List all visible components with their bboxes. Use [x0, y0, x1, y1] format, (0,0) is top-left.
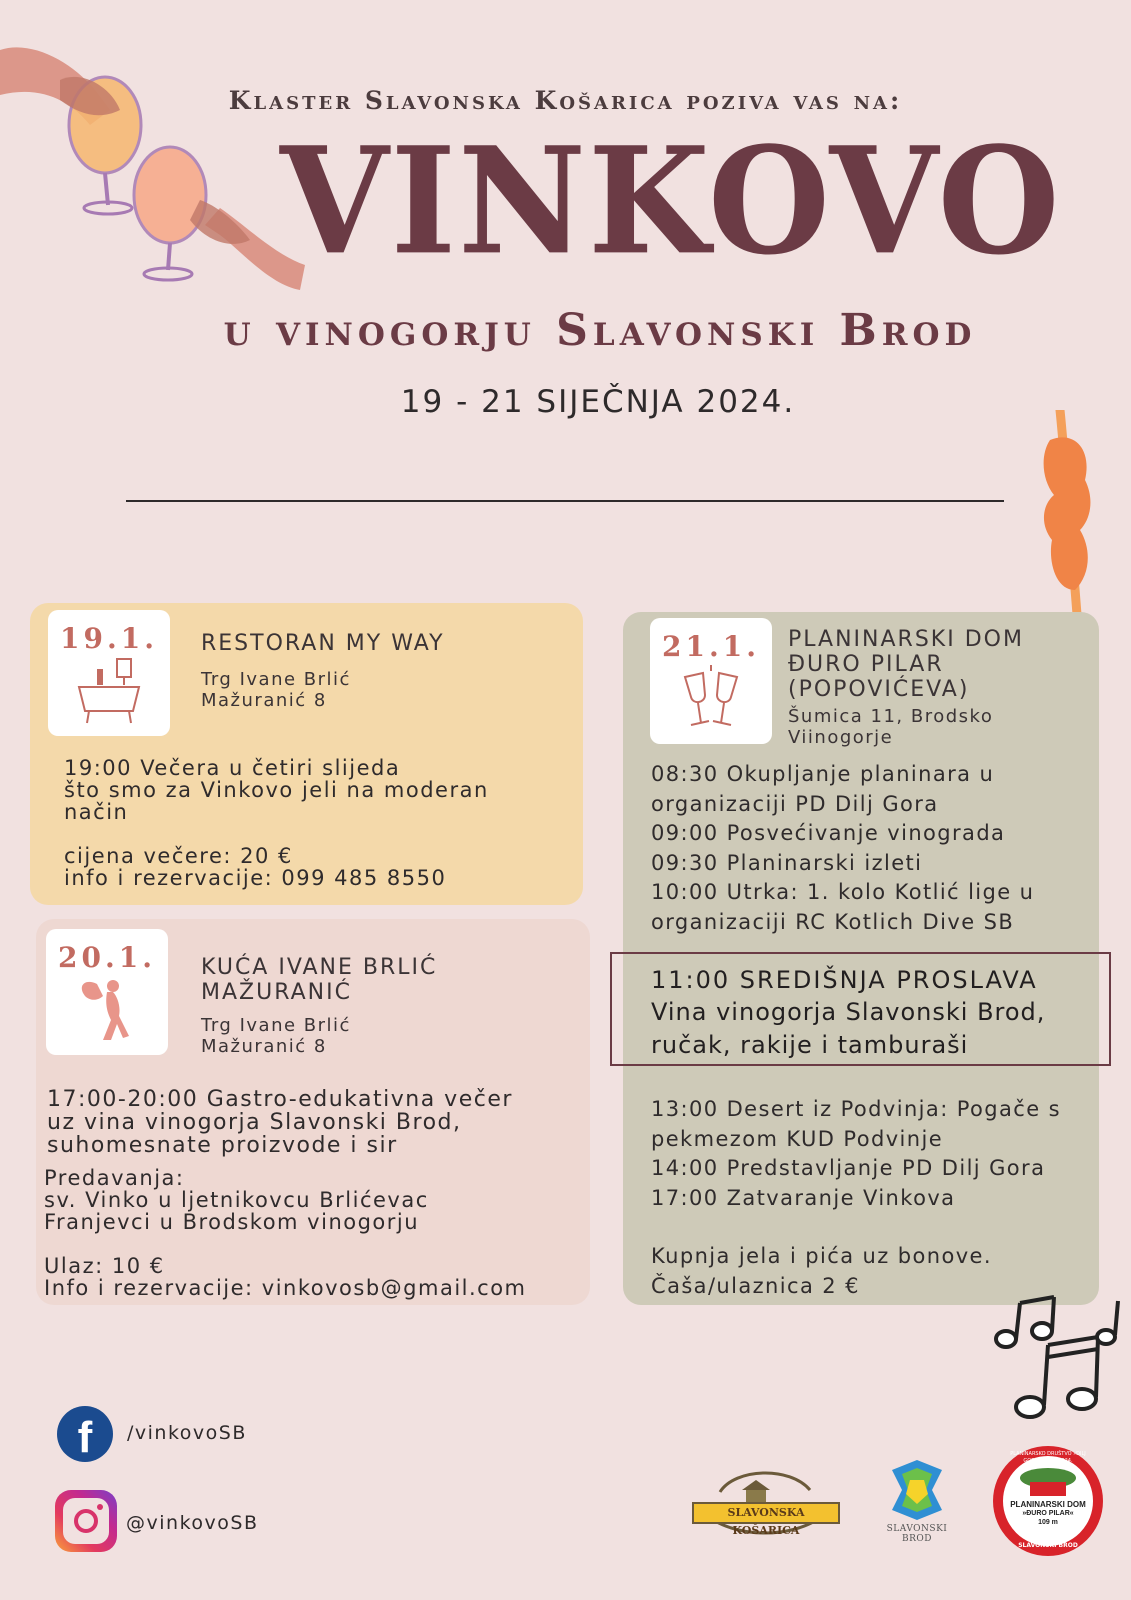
day3-schedule-item: pekmezom KUD Podvinje	[651, 1126, 944, 1151]
day2-lectures-label: Predavanja:	[44, 1166, 185, 1190]
day3-schedule-item: 10:00 Utrka: 1. kolo Kotlić lige u	[651, 880, 1035, 904]
fairy-icon	[67, 974, 147, 1048]
slavonska-kosarica-logo	[690, 1462, 840, 1542]
pd-logo-ring-text: PLANINARSKO DRUŠTVO »DILJ GORA« 25.07.1924.	[1010, 1451, 1086, 1464]
day3-date-box	[650, 618, 772, 744]
day3-schedule-item: 13:00 Desert iz Podvinja: Pogače s	[651, 1097, 1061, 1121]
day3-note1: Kupnja jela i pića uz bonove.	[651, 1244, 992, 1268]
event-title: VINKOVO	[280, 115, 1062, 289]
day1-line1: 19:00 Večera u četiri slijeda	[64, 756, 401, 780]
day1-date: 19.1.	[60, 622, 158, 655]
day1-address-line1: Trg Ivane Brlić	[201, 669, 351, 690]
day2-entry: Ulaz: 10 €	[44, 1254, 165, 1278]
day1-line2: što smo za Vinkovo jeli na moderan	[64, 778, 489, 802]
facebook-handle[interactable]: /vinkovoSB	[127, 1422, 247, 1444]
planinarski-dom-logo	[993, 1446, 1103, 1556]
day3-schedule-item: 09:00 Posvećivanje vinograda	[651, 821, 1006, 845]
day2-address-line1: Trg Ivane Brlić	[201, 1015, 351, 1036]
day2-date: 20.1.	[58, 941, 156, 974]
day3-schedule-item: 08:30 Okupljanje planinara u	[651, 762, 995, 786]
day2-line1: 17:00-20:00 Gastro-edukativna večer	[47, 1087, 513, 1112]
event-tagline: u vinogorju Slavonski Brod	[223, 305, 977, 356]
brod-logo-text: SLAVONSKI BROD	[886, 1524, 948, 1544]
day1-address	[201, 669, 351, 711]
instagram-icon[interactable]	[55, 1490, 117, 1552]
day2-lecture1: sv. Vinko u ljetnikovcu Brlićevac	[44, 1188, 429, 1212]
day1-info: info i rezervacije: 099 485 8550	[64, 866, 447, 890]
day3-date: 21.1.	[662, 630, 760, 663]
day3-schedule	[651, 760, 1034, 937]
day1-line3: način	[64, 800, 129, 824]
header-subtitle: Klaster Slavonska Košarica poziva vas na:	[228, 86, 903, 115]
kosarica-logo-text: SLAVONSKA KOŠARICA	[692, 1502, 840, 1524]
day2-lecture2: Franjevci u Brodskom vinogorju	[44, 1210, 420, 1234]
day3-venue	[788, 627, 1024, 702]
day2-address-line2: Mažuranić 8	[201, 1036, 327, 1057]
day3-schedule-item: 17:00 Zatvaranje Vinkova	[651, 1185, 956, 1210]
day1-venue: RESTORAN MY WAY	[201, 631, 445, 656]
day3-address	[788, 706, 993, 748]
facebook-icon[interactable]: f	[57, 1406, 113, 1462]
day3-schedule-item: organizaciji PD Dilj Gora	[651, 791, 939, 816]
day1-description	[64, 757, 489, 889]
day3-address-line2: Viinogorje	[788, 727, 894, 748]
day1-address-line2: Mažuranić 8	[201, 690, 327, 711]
pd-logo-subname: »ĐURO PILAR«	[1022, 1510, 1074, 1517]
day3-note2: Čaša/ulaznica 2 €	[651, 1273, 860, 1298]
day2-date-box	[46, 929, 168, 1055]
day3-schedule-item: 09:30 Planinarski izleti	[651, 850, 923, 875]
day3-address-line1: Šumica 11, Brodsko	[788, 706, 994, 727]
day3-schedule-item: 14:00 Predstavljanje PD Dilj Gora	[651, 1156, 1046, 1180]
day2-description	[47, 1088, 513, 1157]
wine-toast-illustration	[0, 40, 310, 310]
slavonski-brod-logo	[872, 1460, 962, 1544]
day2-venue	[201, 955, 437, 1005]
day1-date-box	[48, 610, 170, 736]
dinner-table-icon	[69, 655, 149, 725]
day2-line3: suhomesnate proizvode i sir	[47, 1133, 398, 1158]
instagram-handle[interactable]: @vinkovoSB	[126, 1512, 259, 1534]
main-celebration-line2: ručak, rakije i tamburaši	[651, 1031, 969, 1059]
clinking-glasses-icon	[671, 663, 751, 735]
pd-logo-name: PLANINARSKI DOM	[1010, 1500, 1086, 1509]
day3-venue-line1: PLANINARSKI DOM	[788, 627, 1024, 652]
music-notes-icon	[990, 1295, 1131, 1430]
pd-logo-altitude: 109 m	[1038, 1519, 1058, 1526]
divider	[126, 500, 1004, 502]
day2-lectures	[44, 1167, 527, 1299]
day3-venue-line2: ĐURO PILAR	[788, 652, 944, 677]
event-date: 19 - 21 SIJEČNJA 2024.	[400, 384, 796, 420]
day2-venue-line1: KUĆA IVANE BRLIĆ	[201, 955, 438, 980]
day2-line2: uz vina vinogorja Slavonski Brod,	[47, 1110, 462, 1135]
day2-info: Info i rezervacije: vinkovosb@gmail.com	[44, 1276, 527, 1300]
pd-logo-bottom-text: SLAVONSKI BROD	[1018, 1542, 1078, 1549]
day3-schedule-afternoon	[651, 1095, 1061, 1301]
main-celebration-title: 11:00 SREDIŠNJA PROSLAVA	[651, 966, 1038, 994]
day2-venue-line2: MAŽURANIĆ	[201, 980, 352, 1005]
main-celebration-box	[610, 952, 1111, 1066]
day3-venue-line3: (POPOVIĆEVA)	[788, 677, 970, 702]
main-celebration-line1: Vina vinogorja Slavonski Brod,	[651, 998, 1046, 1026]
day3-schedule-item: organizaciji RC Kotlich Dive SB	[651, 909, 1015, 934]
day1-price: cijena večere: 20 €	[64, 844, 293, 868]
day2-address	[201, 1015, 351, 1057]
